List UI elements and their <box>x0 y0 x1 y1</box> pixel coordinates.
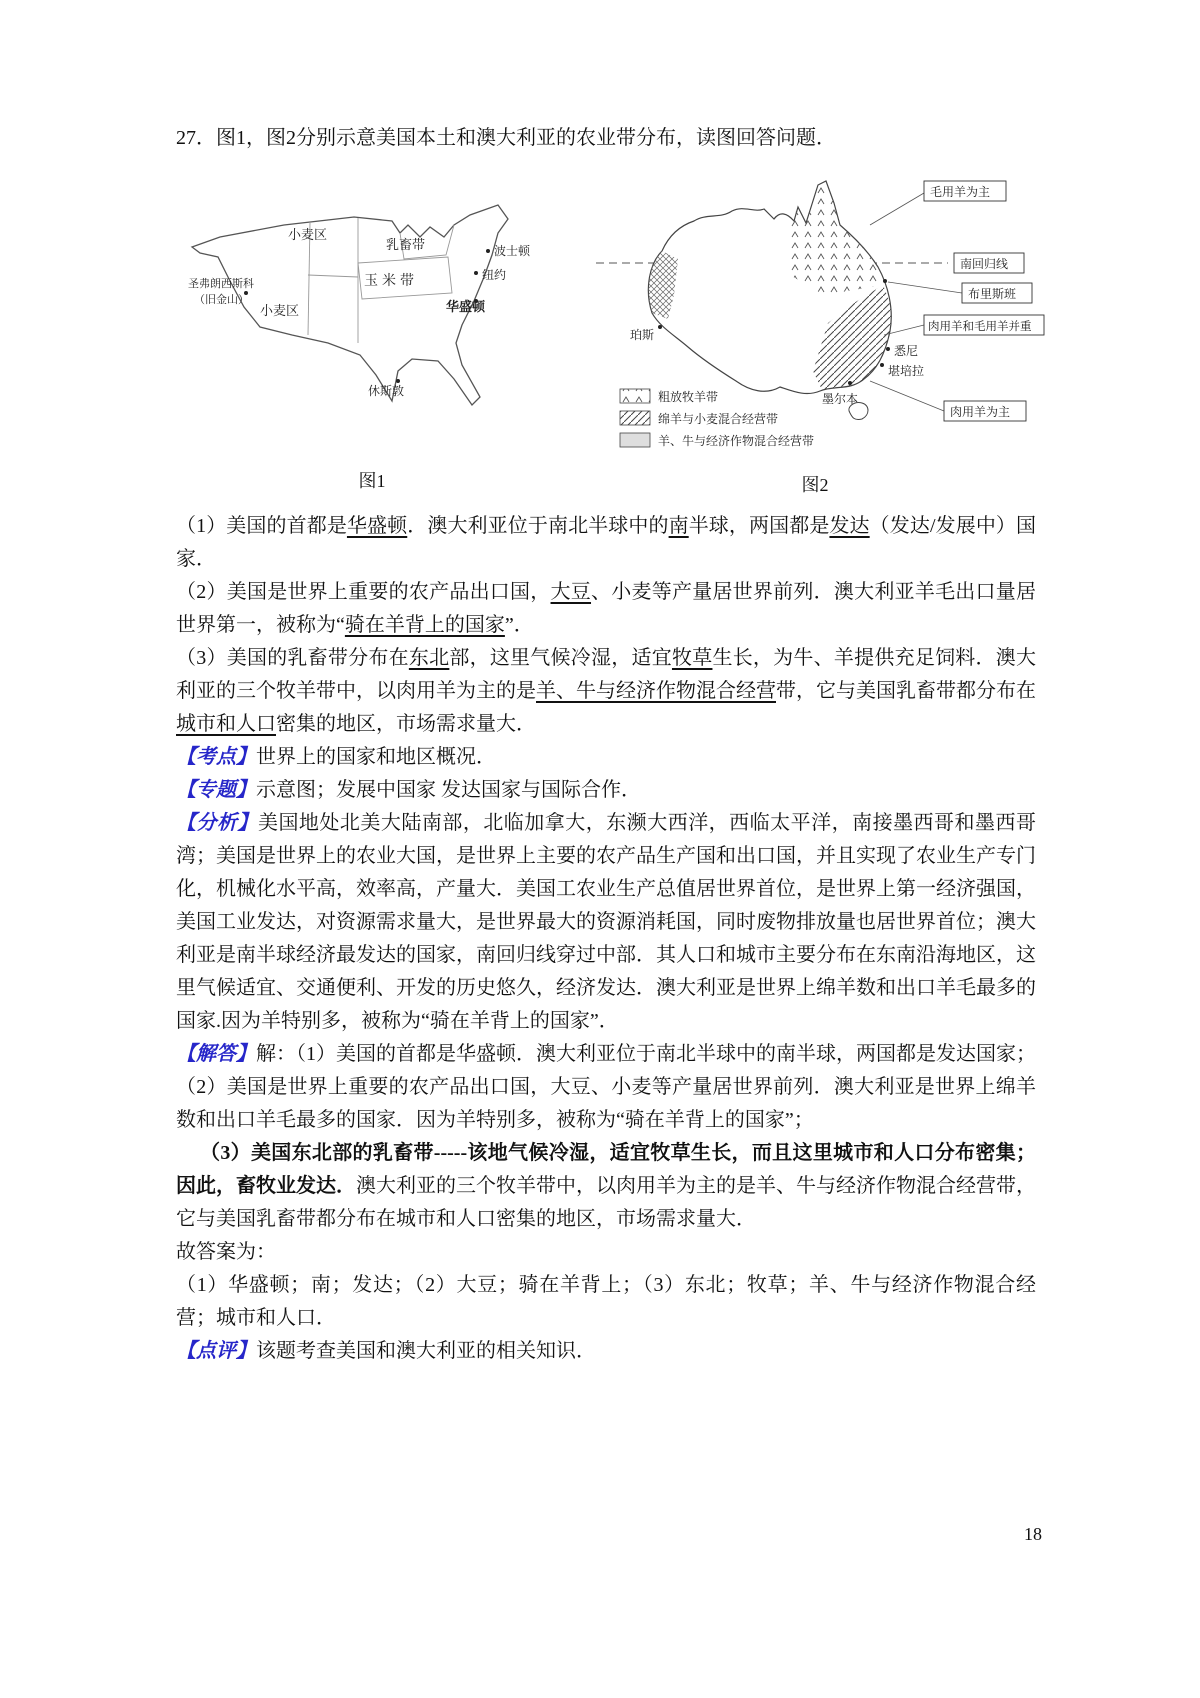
page-number: 18 <box>1024 1524 1042 1544</box>
section-label-jieda: 【解答】 <box>176 1043 256 1065</box>
section-jieda-p2 <box>176 1071 1036 1137</box>
map-label-sanfrancisco-1: 圣弗朗西斯科 <box>188 278 254 290</box>
section-text-kaodian: 世界上的国家和地区概况． <box>256 746 496 768</box>
city-dot-brisbane <box>883 279 887 283</box>
legend-swatch-sheep-wheat <box>620 411 650 425</box>
australia-map-svg <box>582 163 1048 463</box>
answer-text: ”． <box>504 614 534 636</box>
map-label-canberra: 堪培拉 <box>888 364 925 378</box>
jieda-text-5: （1）华盛顿；南；发达；（2）大豆；骑在羊背上；（3）东北；牧草；羊、牛与经济作物混合经营；城市和人口． <box>176 1274 1036 1329</box>
answer-text: （1）美国的首都是 <box>176 515 347 537</box>
map-label-meat-wool: 肉用羊和毛用羊并重 <box>928 321 1032 333</box>
map-label-melbourne: 墨尔本 <box>822 392 859 406</box>
answer-text: （发达/发展中）国家． <box>176 515 1037 570</box>
jieda-text-3: 澳大利亚的三个牧羊带中，以肉用羊为主的是羊、牛与经济作物混合经营带，它与美国乳畜带都分布在城市和人口密集的地区，市场需求量大． <box>176 1175 1036 1230</box>
city-dot-sydney <box>886 347 890 351</box>
section-zhuanti <box>176 774 1036 807</box>
figures-row <box>162 163 1036 496</box>
section-label-zhuanti: 【专题】 <box>176 779 256 801</box>
answer-blank-capital: 华盛顿 <box>346 515 408 537</box>
map-label-corn: 玉米带 <box>364 274 418 289</box>
answer-paragraph-1 <box>176 510 1036 576</box>
legend-label-extensive: 粗放牧羊带 <box>658 390 719 404</box>
map-label-wool-sheep: 毛用羊为主 <box>930 185 991 199</box>
map-label-wheat-top: 小麦区 <box>288 227 328 242</box>
city-dot-newyork <box>474 271 478 275</box>
answer-paragraph-2 <box>176 576 1036 642</box>
map-label-sanfrancisco-2: （旧金山） <box>194 294 249 306</box>
section-label-dianping: 【点评】 <box>176 1340 256 1362</box>
answer-text: 半球，两国都是 <box>688 515 830 537</box>
jieda-text-1: 解：（1）美国的首都是华盛顿．澳大利亚位于南北半球中的南半球，两国都是发达国家； <box>256 1043 1036 1065</box>
answer-text: 部，这里气候冷湿，适宜 <box>449 647 672 669</box>
answer-blank-sheepback: 骑在羊背上的国家 <box>344 614 505 636</box>
section-jieda-p1 <box>176 1038 1036 1071</box>
figure2-caption: 图2 <box>801 475 829 495</box>
map-legend <box>620 389 814 448</box>
answer-blank-city-population: 城市和人口 <box>176 713 276 735</box>
section-jieda-p3 <box>176 1137 1036 1236</box>
answer-blank-mixed-belt: 羊、牛与经济作物混合经营 <box>536 680 776 702</box>
answer-text: （2）美国是世界上重要的农产品出口国， <box>176 581 551 603</box>
answer-text: 、小麦等产量居世界前列．澳大利亚羊毛出口量居世界第一，被称为“ <box>176 581 1037 636</box>
legend-swatch-extensive <box>620 389 650 403</box>
map-label-houston: 休斯敦 <box>368 384 405 398</box>
us-map-svg <box>162 163 582 459</box>
figure-us-map <box>162 163 582 492</box>
section-fenxi <box>176 807 1036 1038</box>
answer-text: （3）美国的乳畜带分布在 <box>176 647 409 669</box>
map-label-tropic: 南回归线 <box>960 257 1009 271</box>
jieda-text-3-bold: （3）美国东北部的乳畜带-----该地气候冷湿，适宜牧草生长，而且这里城市和人口分布密集；因此，畜牧业发达． <box>176 1142 1036 1197</box>
map-label-wheat-left: 小麦区 <box>260 303 300 318</box>
section-jieda-p5 <box>176 1269 1036 1335</box>
question-title: 27．图1，图2分别示意美国本土和澳大利亚的农业带分布，读图回答问题． <box>176 127 836 149</box>
connector-meat-sheep <box>870 381 944 411</box>
map-label-brisbane: 布里斯班 <box>968 287 1017 301</box>
map-label-newyork: 纽约 <box>482 268 507 282</box>
connector-brisbane <box>888 282 962 293</box>
answer-blank-northeast: 东北 <box>408 647 450 669</box>
jieda-text-4: 故答案为： <box>176 1241 276 1263</box>
city-dot-canberra <box>880 363 884 367</box>
connector-wool-sheep <box>870 193 924 225</box>
legend-label-mixed-economy: 羊、牛与经济作物混合经营带 <box>658 434 815 448</box>
region-extensive-grazing <box>787 181 883 295</box>
city-dot-perth <box>658 325 662 329</box>
section-text-dianping: 该题考查美国和澳大利亚的相关知识． <box>256 1340 596 1362</box>
map-label-dairy: 乳畜带 <box>386 237 426 252</box>
section-text-fenxi: 美国地处北美大陆南部，北临加拿大，东濒大西洋，西临太平洋，南接墨西哥和墨西哥湾；美国是世界上的农业大国，是世界上主要的农产品生产国和出口国，并且实现了农业生产专门化，机械化水平高，效率高，产量大．美国工农业生产总值居世界首位，是世界上第一经济强国，美国工业发达，对资源需求量大，是世界最大的资源消耗国，同时废物排放量也居世界首位；澳大利亚是南半球经济最发达的国家，南回归线穿过中部．其人口和城市主要分布在东南沿海地区，这里气候适宜、交通便利、开发的历史悠久，经济发达．澳大利亚是世界上绵羊数和出口羊毛最多的国家.因为羊特别多，被称为“骑在羊背上的国家”． <box>176 812 1037 1032</box>
answer-paragraph-3 <box>176 642 1036 741</box>
answer-blank-soybean: 大豆 <box>550 581 592 603</box>
answer-text: ．澳大利亚位于南北半球中的 <box>407 515 669 537</box>
section-dianping <box>176 1335 1036 1368</box>
answer-text: 带，它与美国乳畜带都分布在 <box>776 680 1036 702</box>
map-label-sydney: 悉尼 <box>894 344 919 358</box>
city-dot-boston <box>486 249 490 253</box>
figure-australia-map <box>582 163 1048 496</box>
answer-blank-hemisphere: 南 <box>668 515 689 537</box>
section-label-kaodian: 【考点】 <box>176 746 256 768</box>
figure1-caption: 图1 <box>358 471 386 491</box>
answer-text: 生长，为牛、羊提供充足饲料．澳大利亚的三个牧羊带中，以肉用羊为主的是 <box>176 647 1037 702</box>
section-kaodian <box>176 741 1036 774</box>
map-label-meat-sheep: 肉用羊为主 <box>950 405 1011 419</box>
answer-blank-developed: 发达 <box>829 515 870 537</box>
legend-swatch-mixed-economy <box>620 433 650 447</box>
city-dot-houston <box>396 379 400 383</box>
answer-text: 密集的地区，市场需求量大． <box>276 713 536 735</box>
section-jieda-p4 <box>176 1236 1036 1269</box>
city-dot-melbourne <box>848 381 852 385</box>
map-label-perth: 珀斯 <box>630 328 655 342</box>
jieda-text-2: （2）美国是世界上重要的农产品出口国，大豆、小麦等产量居世界前列．澳大利亚是世界上绵羊数和出口羊毛最多的国家．因为羊特别多，被称为“骑在羊背上的国家”； <box>176 1076 1036 1131</box>
map-label-washington: 华盛顿 <box>446 299 486 314</box>
legend-label-sheep-wheat: 绵羊与小麦混合经营带 <box>658 412 779 426</box>
section-text-zhuanti: 示意图；发展中国家 发达国家与国际合作． <box>256 779 641 801</box>
map-label-boston: 波士顿 <box>494 244 531 258</box>
answer-blank-pasture: 牧草 <box>671 647 713 669</box>
section-label-fenxi: 【分析】 <box>176 812 258 834</box>
document-content <box>176 122 1036 1368</box>
